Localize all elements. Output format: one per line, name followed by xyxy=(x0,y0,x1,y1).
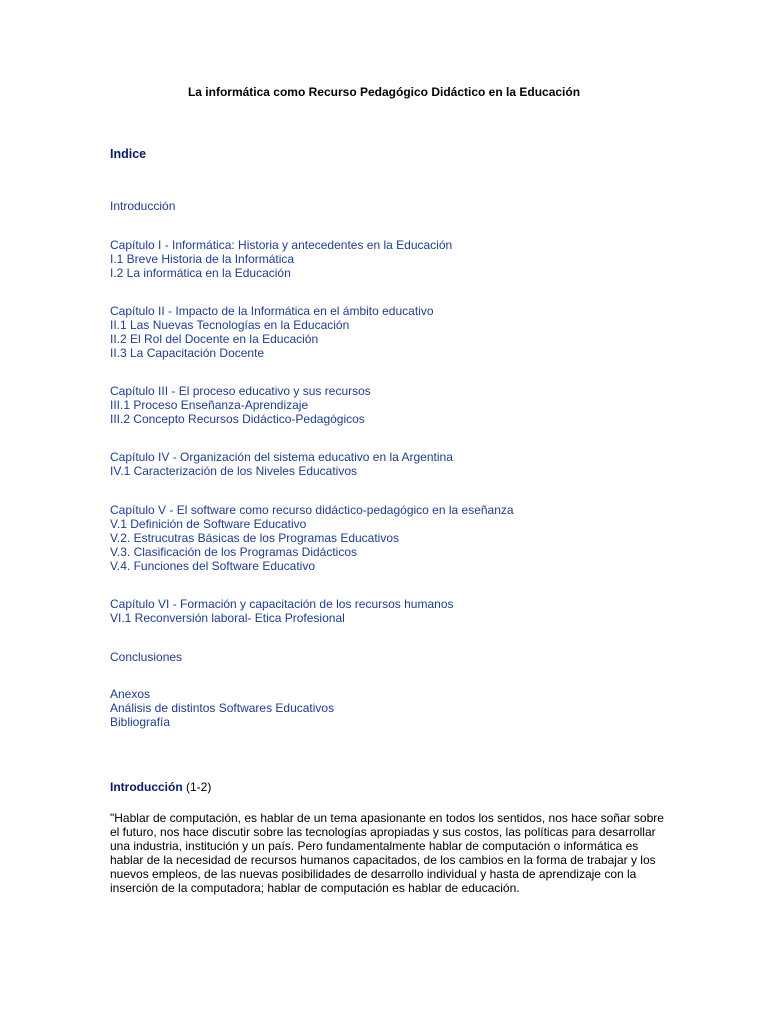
toc-link-analisis[interactable]: Análisis de distintos Softwares Educativos xyxy=(110,701,335,715)
toc-link-5-3[interactable]: V.3. Clasificación de los Programas Didácticos xyxy=(110,545,358,559)
toc-link-2-3[interactable]: II.3 La Capacitación Docente xyxy=(110,346,265,360)
toc-group-intro xyxy=(110,199,175,213)
toc-link-2-2[interactable]: II.2 El Rol del Docente en la Educación xyxy=(110,332,319,346)
toc-link-conclusiones[interactable]: Conclusiones xyxy=(110,650,183,664)
toc-group-chapter-2 xyxy=(110,304,434,360)
toc-link-anexos[interactable]: Anexos xyxy=(110,687,151,701)
toc-group-chapter-1 xyxy=(110,238,452,280)
toc-group-chapter-4 xyxy=(110,450,453,478)
toc-group-conclusions xyxy=(110,650,182,664)
intro-section-heading xyxy=(110,780,211,794)
toc-link-3-2[interactable]: III.2 Concepto Recursos Didáctico-Pedagógicos xyxy=(110,412,365,426)
toc-link-chapter-6[interactable]: Capítulo VI - Formación y capacitación de los recursos humanos xyxy=(110,597,454,611)
intro-heading-text: Introducción xyxy=(110,780,183,794)
toc-link-chapter-2[interactable]: Capítulo II - Impacto de la Informática en el ámbito educativo xyxy=(110,304,434,318)
toc-group-chapter-6 xyxy=(110,597,454,625)
toc-link-5-1[interactable]: V.1 Definición de Software Educativo xyxy=(110,517,307,531)
toc-link-chapter-1[interactable]: Capítulo I - Informática: Historia y antecedentes en la Educación xyxy=(110,238,453,252)
intro-paragraph: "Hablar de computación, es hablar de un tema apasionante en todos los sentidos, nos hace soñar sobre el futuro, nos hace discutir sobre las tecnologías apropiadas y sus costos, las políticas para desarrollar una industria, institución y un país. Pero fundamentalmente hablar de computación o informática es hablar de la necesidad de recursos humanos capacitados, de los cambios en la forma de trabajar y los nuevos empleos, de las nuevas posibilidades de desarrollo individual y hasta de aprendizaje con la inserción de la computadora; hablar de computación es hablar de educación. xyxy=(110,811,664,895)
toc-link-2-1[interactable]: II.1 Las Nuevas Tecnologías en la Educación xyxy=(110,318,350,332)
toc-group-chapter-3 xyxy=(110,384,371,426)
toc-link-1-1[interactable]: I.1 Breve Historia de la Informática xyxy=(110,252,295,266)
toc-group-chapter-5 xyxy=(110,503,514,573)
toc-link-5-2[interactable]: V.2. Estrucutras Básicas de los Programas Educativos xyxy=(110,531,400,545)
toc-link-introduccion[interactable]: Introducción xyxy=(110,199,176,213)
toc-link-6-1[interactable]: VI.1 Reconversión laboral- Etica Profesional xyxy=(110,611,345,625)
toc-link-3-1[interactable]: III.1 Proceso Enseñanza-Aprendizaje xyxy=(110,398,309,412)
document-title: La informática como Recurso Pedagógico Didáctico en la Educación xyxy=(187,85,581,99)
toc-link-5-4[interactable]: V.4. Funciones del Software Educativo xyxy=(110,559,316,573)
toc-link-chapter-5[interactable]: Capítulo V - El software como recurso didáctico-pedagógico en la eseñanza xyxy=(110,503,514,517)
toc-link-4-1[interactable]: IV.1 Caracterización de los Niveles Educativos xyxy=(110,464,358,478)
toc-link-chapter-4[interactable]: Capítulo IV - Organización del sistema educativo en la Argentina xyxy=(110,450,453,464)
intro-heading-ref: (1-2) xyxy=(182,780,212,794)
toc-group-appendices xyxy=(110,687,334,729)
index-heading: Indice xyxy=(110,147,147,161)
toc-link-chapter-3[interactable]: Capítulo III - El proceso educativo y sus recursos xyxy=(110,384,371,398)
toc-link-1-2[interactable]: I.2 La informática en la Educación xyxy=(110,266,291,280)
toc-link-bibliografia[interactable]: Bibliografía xyxy=(110,715,171,729)
